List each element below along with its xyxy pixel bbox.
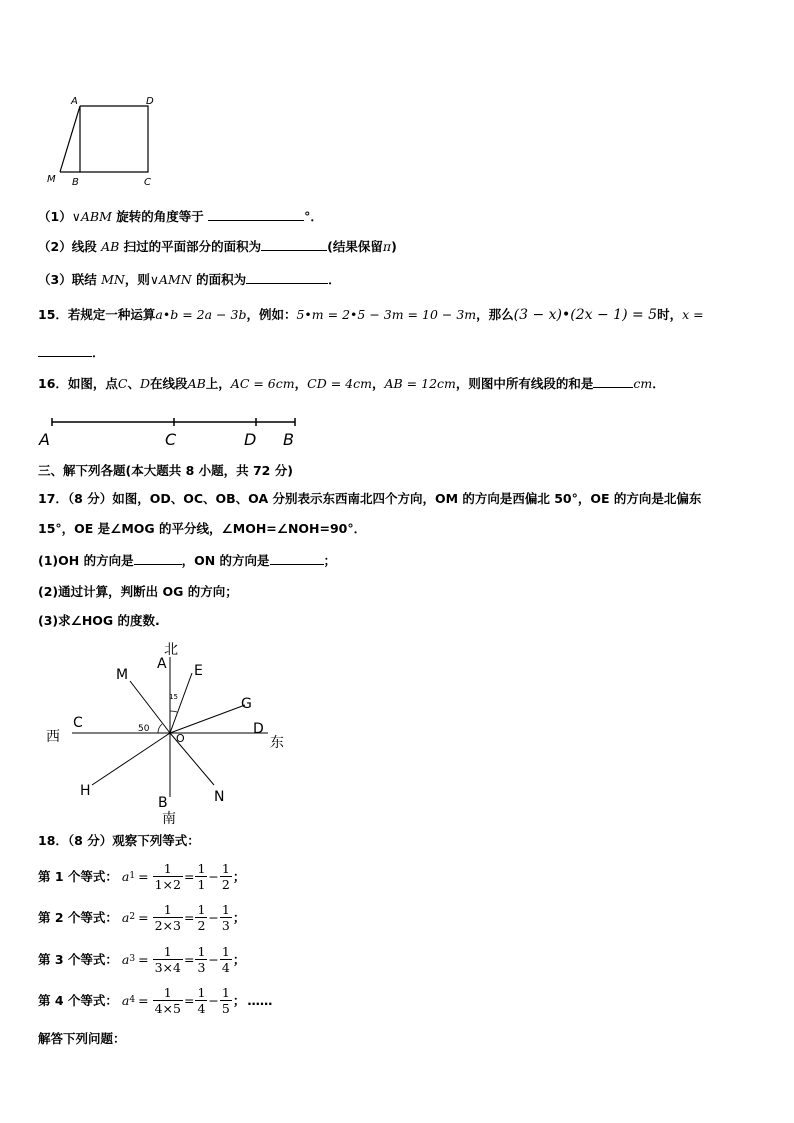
q16-ac: AC = 6cm	[230, 376, 295, 391]
q16-comma2: ，	[371, 376, 385, 391]
q16-point-d: D	[140, 376, 151, 391]
label-g-point: G	[241, 696, 252, 712]
equation-label: 第 2 个等式：	[38, 910, 118, 925]
q15-math4: x =	[682, 307, 704, 322]
q14-part3	[38, 270, 341, 289]
q15-question	[38, 306, 704, 324]
q16-text3: 上，	[205, 376, 231, 391]
label-c: C	[144, 177, 151, 188]
label-a: A	[71, 96, 78, 107]
label-h-point: H	[80, 783, 91, 799]
ray-oh	[92, 733, 170, 785]
label-n-point: N	[214, 789, 225, 805]
label-d: D	[146, 96, 154, 107]
q18-title: 18．（8 分）观察下列等式：	[38, 833, 200, 848]
fraction-numerator: 1	[153, 861, 183, 877]
fraction-first	[195, 902, 207, 933]
q18-answer-prompt: 解答下列问题：	[38, 1031, 126, 1046]
q14-p2-prefix: （2）线段	[38, 239, 102, 254]
ray-om	[130, 681, 170, 733]
equation-subscript: 1	[129, 871, 136, 881]
fraction-second	[220, 861, 232, 892]
fraction-numerator: 1	[197, 984, 206, 1000]
q14-p3-math1: MN	[101, 272, 125, 287]
label-b: B	[72, 177, 79, 188]
label-e-point: E	[194, 663, 203, 679]
equation-subscript: 3	[129, 954, 136, 964]
fraction-numerator: 1	[221, 984, 230, 1000]
q14-p1-suffix: °．	[304, 209, 323, 224]
equals-sign: =	[138, 951, 149, 967]
q14-part1	[38, 207, 323, 226]
q14-p3-prefix: （3）联结	[38, 272, 102, 287]
minus-sign: −	[208, 909, 219, 925]
ellipsis: ……	[247, 992, 273, 1008]
q15-math3: (3 − x)•(2x − 1) = 5	[513, 307, 658, 323]
fraction-denominator: 2	[221, 876, 230, 892]
label-d-point: D	[253, 721, 264, 737]
q14-p2-text: 扫过的平面部分的面积为	[119, 239, 262, 254]
equation-a: a	[121, 909, 130, 925]
arc-angle-50	[158, 724, 162, 733]
q14-p2-math: AB	[101, 239, 120, 254]
q16-comma1: ，	[294, 376, 308, 391]
label-angle-50: 50	[138, 724, 150, 734]
fraction-second	[220, 902, 232, 933]
fraction-second	[220, 985, 232, 1016]
q17-line2: 15°，OE 是∠MOG 的平分线，∠MOH=∠NOH=90°．	[38, 521, 367, 536]
fraction-first	[195, 985, 207, 1016]
equation-label: 第 1 个等式：	[38, 869, 118, 884]
equation-label: 第 4 个等式：	[38, 993, 118, 1008]
fraction-numerator: 1	[197, 860, 206, 876]
figure-segment-acdb	[36, 412, 306, 452]
square-abcd	[80, 106, 148, 172]
q16-sep: 、	[127, 376, 141, 391]
minus-sign: −	[208, 992, 219, 1008]
q17-part1	[38, 551, 336, 570]
q17-p1-blank1[interactable]	[134, 551, 182, 565]
q16-ab: AB = 12cm	[384, 376, 456, 391]
section-three-heading: 三、解下列各题(本大题共 8 小题，共 72 分)	[38, 463, 293, 478]
minus-sign: −	[208, 951, 219, 967]
q15-end: ．	[92, 345, 105, 360]
equals-sign: =	[183, 992, 195, 1008]
q17-p1-blank2[interactable]	[270, 551, 324, 565]
fraction-denominator: 3	[221, 917, 230, 933]
q15-text2: ，例如：	[246, 307, 297, 322]
fraction-numerator: 1	[221, 901, 230, 917]
fraction-denominator: 3	[197, 959, 206, 975]
fraction-product	[153, 861, 183, 892]
q17-part3: (3)求∠HOG 的度数.	[38, 613, 160, 628]
q16-text2: 在线段	[150, 376, 188, 391]
label-m: M	[47, 174, 56, 185]
q14-p2-pi: π	[382, 239, 392, 254]
label-angle-15: 15	[169, 693, 178, 701]
fraction-denominator: 1	[197, 876, 206, 892]
fraction-denominator: 2	[197, 917, 206, 933]
fraction-first	[195, 861, 207, 892]
minus-sign: −	[208, 868, 219, 884]
semicolon: ；	[232, 910, 246, 925]
equation-a: a	[121, 992, 130, 1008]
q17-p1-a: (1)OH 的方向是	[38, 553, 134, 568]
fraction-denominator: 1×2	[154, 876, 181, 892]
semicolon: ；	[232, 869, 246, 884]
equation-a: a	[121, 951, 130, 967]
q14-p1-blank[interactable]	[208, 207, 304, 221]
point-label-a: A	[39, 430, 50, 449]
q16-end: ．	[652, 376, 665, 391]
equation-subscript: 2	[129, 912, 136, 922]
fraction-first	[195, 944, 207, 975]
fraction-second	[220, 944, 232, 975]
q15-text4: 时，	[657, 307, 683, 322]
point-label-c: C	[165, 430, 177, 449]
fraction-denominator: 3×4	[154, 959, 181, 975]
q14-p2-suffix: (结果保留	[327, 239, 383, 254]
fraction-numerator: 1	[221, 943, 230, 959]
fraction-product	[153, 902, 183, 933]
equation-label: 第 3 个等式：	[38, 952, 118, 967]
segment-am	[60, 106, 80, 172]
q14-part2	[38, 237, 397, 256]
label-west: 西	[46, 729, 60, 745]
q14-p1-prefix: （1）	[38, 209, 72, 224]
q15-math2: 5•m = 2•5 − 3m = 10 − 3m	[296, 307, 477, 322]
q14-p2-end: )	[391, 239, 397, 254]
q16-question	[38, 374, 665, 393]
label-b-point: B	[158, 795, 168, 811]
q18-equation-row	[38, 982, 272, 1018]
semicolon: ；	[232, 993, 246, 1008]
q14-p2-blank[interactable]	[261, 237, 327, 251]
fraction-product	[153, 985, 183, 1016]
fraction-denominator: 5	[221, 1000, 230, 1016]
q14-p3-suffix: ．	[328, 272, 341, 287]
label-a-point: A	[157, 656, 167, 672]
figure-square-abm	[38, 92, 168, 192]
q17-line1: 17．（8 分）如图，OD、OC、OB、OA 分别表示东西南北四个方向，OM 的方向是西偏北 50°，OE 的方向是北偏东	[38, 491, 702, 506]
equals-sign: =	[138, 909, 149, 925]
equation-subscript: 4	[129, 995, 136, 1005]
equals-sign: =	[138, 868, 149, 884]
q18-equation-row	[38, 858, 245, 894]
fraction-denominator: 2×3	[154, 917, 181, 933]
q18-equation-row	[38, 899, 245, 935]
arc-angle-15	[170, 711, 177, 712]
equals-sign: =	[138, 992, 149, 1008]
q15-text1: 若规定一种运算	[67, 307, 156, 322]
q15-number: 15．	[38, 307, 68, 322]
point-label-d: D	[244, 430, 257, 449]
fraction-numerator: 1	[221, 860, 230, 876]
point-label-b: B	[283, 430, 294, 449]
q17-p1-b: ，ON 的方向是	[181, 553, 270, 568]
label-south: 南	[162, 811, 176, 825]
q16-segment-ab: AB	[187, 376, 206, 391]
q14-p3-text: 的面积为	[191, 272, 247, 287]
q15-answer-line	[38, 343, 105, 362]
q15-math1: a•b = 2a − 3b	[155, 307, 247, 322]
semicolon: ；	[232, 952, 246, 967]
q15-blank[interactable]	[38, 343, 92, 357]
fraction-numerator: 1	[197, 901, 206, 917]
q16-point-c: C	[117, 376, 128, 391]
fraction-numerator: 1	[153, 944, 183, 960]
equation-a: a	[121, 868, 130, 884]
q16-text4: ，则图中所有线段的和是	[455, 376, 594, 391]
fraction-numerator: 1	[197, 943, 206, 959]
equals-sign: =	[183, 909, 195, 925]
q14-p3-math2: ∨AMN	[149, 272, 192, 287]
fraction-denominator: 4	[221, 959, 230, 975]
label-o-point: O	[176, 732, 185, 745]
label-north: 北	[164, 642, 178, 658]
label-m-point: M	[116, 667, 129, 683]
q14-p1-text: 旋转的角度等于	[111, 209, 209, 224]
q16-number: 16．	[38, 376, 68, 391]
q16-text1: 如图，点	[67, 376, 118, 391]
fraction-denominator: 4	[197, 1000, 206, 1016]
figure-compass	[40, 635, 300, 825]
q18-equation-row	[38, 941, 245, 977]
q14-p1-math: ∨ABM	[71, 209, 112, 224]
q14-p3-blank[interactable]	[246, 270, 328, 284]
label-c-point: C	[73, 715, 83, 731]
fraction-denominator: 4×5	[154, 1000, 181, 1016]
equals-sign: =	[183, 951, 195, 967]
q16-cd: CD = 4cm	[307, 376, 372, 391]
q17-part2: (2)通过计算，判断出 OG 的方向；	[38, 584, 238, 599]
equals-sign: =	[183, 868, 195, 884]
label-east: 东	[270, 735, 284, 751]
fraction-numerator: 1	[153, 902, 183, 918]
q17-p1-c: ；	[323, 553, 337, 568]
q16-blank[interactable]	[593, 374, 633, 388]
q16-unit: cm	[633, 376, 653, 391]
q15-text3: ，那么	[476, 307, 514, 322]
fraction-product	[153, 944, 183, 975]
q14-p3-mid: ，则	[124, 272, 150, 287]
ray-oe	[170, 673, 192, 733]
ray-og	[170, 705, 245, 733]
fraction-numerator: 1	[153, 985, 183, 1001]
